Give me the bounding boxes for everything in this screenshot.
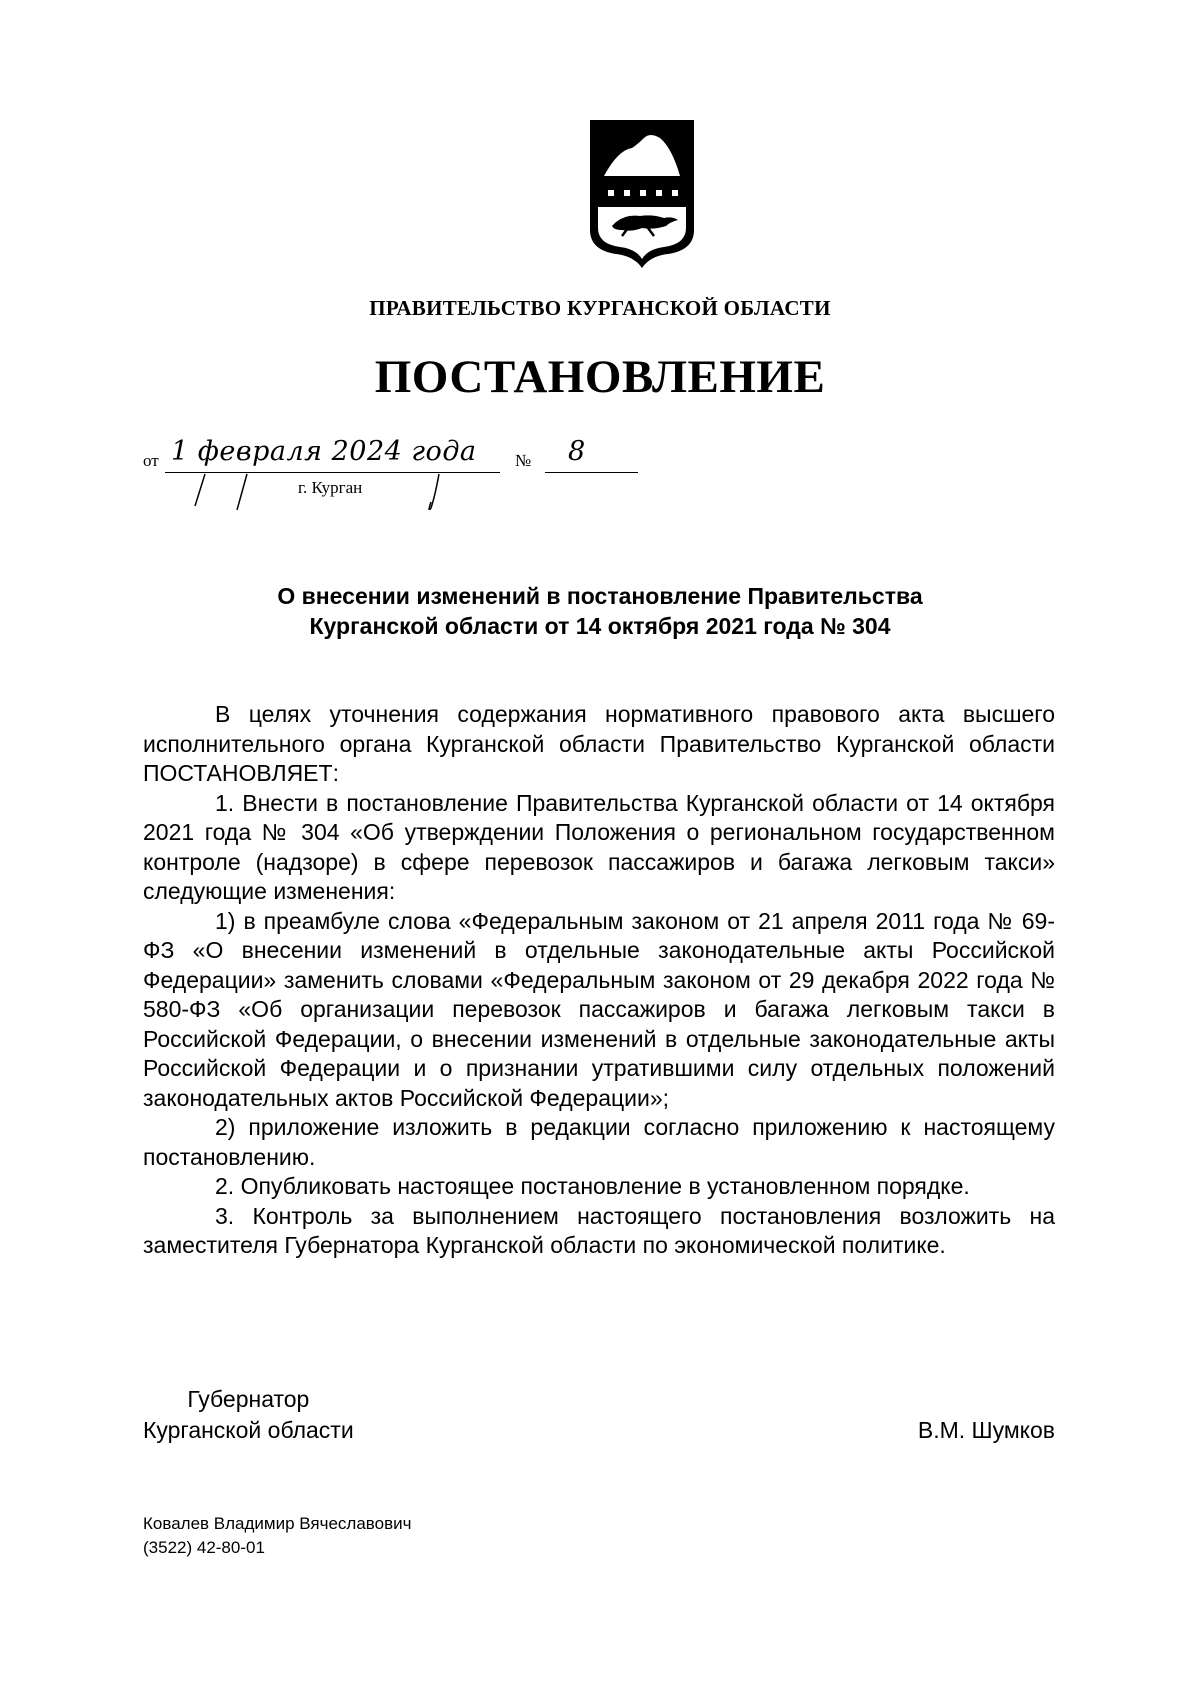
executor-info [143,1512,412,1560]
position-line-2: Курганской области [143,1417,354,1443]
number-label: № [515,451,532,470]
government-name: ПРАВИТЕЛЬСТВО КУРГАНСКОЙ ОБЛАСТИ [369,296,831,320]
position-line-1: Губернатор [187,1386,310,1412]
item-1-2-paragraph: 2) приложение изложить в редакции согласно приложению к настоящему постановлению. [143,1114,1055,1170]
preamble-paragraph: В целях уточнения содержания нормативного правового акта высшего исполнительного органа Курганской области Правительство Курганской области ПОСТАНОВЛЯЕТ: [143,701,1055,786]
city-label: г. Курган [298,478,363,497]
signatory-position [143,1384,354,1446]
date-from-label: от [143,451,159,470]
date-number-line [143,436,663,510]
subject-line-2: Курганской области от 14 октября 2021 года № 304 [309,613,891,639]
item-2-paragraph: 2. Опубликовать настоящее постановление в установленном порядке. [215,1173,970,1199]
executor-phone: (3522) 42-80-01 [143,1538,265,1557]
handwritten-date: 1 февраля 2024 года [171,436,477,467]
signature-block [143,1384,1055,1454]
document-type-title: ПОСТАНОВЛЕНИЕ [374,351,826,403]
item-1-paragraph: 1. Внести в постановление Правительства Курганской области от 14 октября 2021 года № 304 «Об утверждении Положения о региональном государственном контроле (надзоре) в сфере перевозок пассажиров и багажа легковым такси» следующие изменения: [143,789,1055,904]
item-1-1-paragraph: 1) в преамбуле слова «Федеральным законом от 21 апреля 2011 года № 69-ФЗ «О внесении изменений в отдельные законодательные акты Российской Федерации» заменить словами «Федеральным законом от 29 декабря 2022 года № 580-ФЗ «Об организации перевозок пассажиров и багажа легковым такси в Российской Федерации, о внесении изменений в отдельные законодательные акты Российской Федерации и о признании утратившими силу отдельных положений законодательных актов Российской Федерации»; [143,907,1055,1111]
coat-of-arms-emblem [588,118,696,268]
item-3-paragraph: 3. Контроль за выполнением настоящего постановления возложить на заместителя Губернатора Курганской области по экономической политике. [143,1202,1055,1258]
document-body [143,700,1055,1261]
handwritten-number: 8 [568,436,586,467]
signatory-name: В.М. Шумков [917,1417,1055,1443]
document-subject [0,581,1200,641]
subject-line-1: О внесении изменений в постановление Правительства [277,583,923,609]
handwriting-strokes [143,440,663,510]
executor-name: Ковалев Владимир Вячеславович [143,1514,412,1533]
